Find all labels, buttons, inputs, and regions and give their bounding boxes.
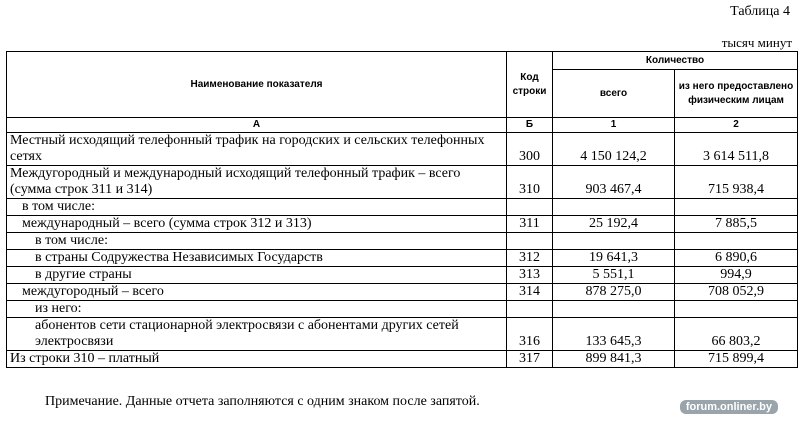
row-total: 4 150 124,2 — [553, 133, 675, 166]
row-name: Из строки 310 – платный — [7, 351, 507, 368]
row-name: Местный исходящий телефонный трафик на городских и сельских телефонных сетях — [7, 133, 507, 166]
row-name: из него: — [7, 301, 507, 318]
table-row — [7, 318, 798, 351]
row-total: 133 645,3 — [553, 318, 675, 351]
row-code: 300 — [507, 133, 553, 166]
row-name: абонентов сети стационарной электросвязи с абонентами других сетей электросвязи — [7, 318, 507, 351]
row-total: 19 641,3 — [553, 250, 675, 267]
table-row — [7, 216, 798, 233]
table-row — [7, 250, 798, 267]
table-row — [7, 166, 798, 199]
traffic-report-table — [6, 51, 798, 368]
row-total: 5 551,1 — [553, 267, 675, 284]
row-total: 25 192,4 — [553, 216, 675, 233]
row-code: 313 — [507, 267, 553, 284]
row-individuals: 3 614 511,8 — [675, 133, 798, 166]
row-individuals — [675, 199, 798, 216]
row-total: 899 841,3 — [553, 351, 675, 368]
row-name: в том числе: — [7, 199, 507, 216]
row-name: международный – всего (сумма строк 312 и 313) — [7, 216, 507, 233]
row-individuals: 66 803,2 — [675, 318, 798, 351]
column-number-2: 2 — [675, 118, 798, 133]
column-letter-a: А — [7, 118, 507, 133]
row-total — [553, 301, 675, 318]
row-code — [507, 233, 553, 250]
row-name: в другие страны — [7, 267, 507, 284]
row-individuals: 715 899,4 — [675, 351, 798, 368]
table-row — [7, 301, 798, 318]
row-individuals: 7 885,5 — [675, 216, 798, 233]
table-row — [7, 133, 798, 166]
row-total: 878 275,0 — [553, 284, 675, 301]
row-individuals: 708 052,9 — [675, 284, 798, 301]
header-quantity: Количество — [553, 52, 798, 70]
table-row — [7, 284, 798, 301]
column-number-1: 1 — [553, 118, 675, 133]
table-row — [7, 351, 798, 368]
row-name: в том числе: — [7, 233, 507, 250]
row-code — [507, 301, 553, 318]
table-row — [7, 199, 798, 216]
header-indicator-name: Наименование показателя — [7, 52, 507, 118]
row-individuals — [675, 233, 798, 250]
table-row — [7, 267, 798, 284]
header-row-code: Код строки — [507, 52, 553, 118]
row-code: 312 — [507, 250, 553, 267]
header-total: всего — [553, 70, 675, 118]
row-individuals: 6 890,6 — [675, 250, 798, 267]
table-number-label: Таблица 4 — [730, 4, 790, 19]
row-name: междугородный – всего — [7, 284, 507, 301]
row-code: 316 — [507, 318, 553, 351]
header-to-individuals: из него предоставлено физическим лицам — [675, 70, 798, 118]
table-row — [7, 233, 798, 250]
column-letter-b: Б — [507, 118, 553, 133]
row-total — [553, 199, 675, 216]
watermark: forum.onliner.by — [680, 400, 778, 414]
row-total: 903 467,4 — [553, 166, 675, 199]
row-individuals: 994,9 — [675, 267, 798, 284]
unit-label: тысяч минут — [721, 35, 792, 50]
row-individuals: 715 938,4 — [675, 166, 798, 199]
row-total — [553, 233, 675, 250]
row-code: 317 — [507, 351, 553, 368]
row-name: Междугородный и международный исходящий телефонный трафик – всего (сумма строк 311 и 314) — [7, 166, 507, 199]
row-code — [507, 199, 553, 216]
row-code: 311 — [507, 216, 553, 233]
row-code: 310 — [507, 166, 553, 199]
row-individuals — [675, 301, 798, 318]
row-name: в страны Содружества Независимых Государств — [7, 250, 507, 267]
footnote: Примечание. Данные отчета заполняются с одним знаком после запятой. — [45, 394, 480, 409]
row-code: 314 — [507, 284, 553, 301]
